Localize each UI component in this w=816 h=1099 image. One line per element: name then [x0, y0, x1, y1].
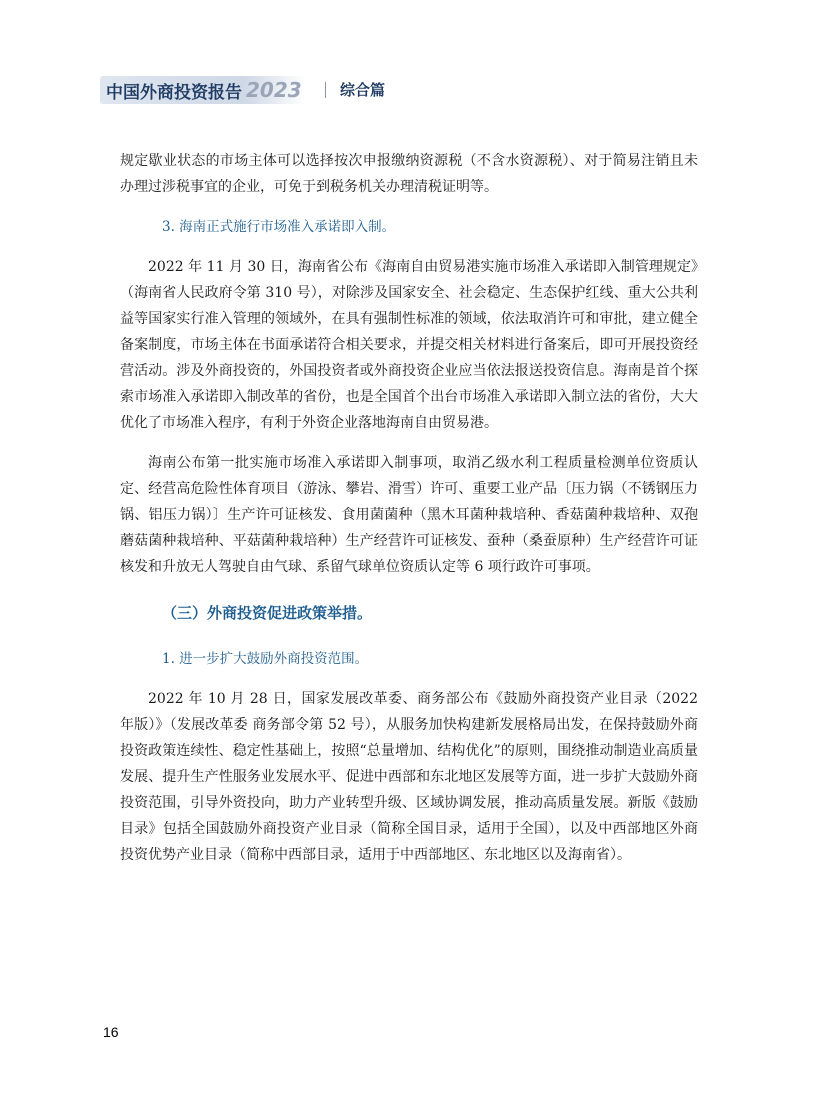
paragraph: 海南公布第一批实施市场准入承诺即入制事项，取消乙级水利工程质量检测单位资质认定、经营高危险性体育项目（游泳、攀岩、滑雪）许可、重要工业产品〔压力锅（不锈钢压力锅、铝压力锅）〕生产许可证核发、食用菌菌种（黑木耳菌种栽培种、香菇菌种栽培种、双孢蘑菇菌种栽培种、平菇菌种栽培种）生产经营许可证核发、蚕种（桑蚕原种）生产经营许可证核发和升放无人驾驶自由气球、系留气球单位资质认定等 6 项行政许可事项。 [120, 455, 698, 575]
section-heading: （三）外商投资促进政策举措。 [162, 604, 373, 622]
body-text [120, 148, 698, 868]
subheading-encourage: 1. 进一步扩大鼓励外商投资范围。 [162, 651, 369, 667]
header-divider [325, 82, 326, 98]
report-title: 中国外商投资报告 [106, 82, 242, 103]
running-header [100, 76, 720, 106]
page-number: 16 [103, 1024, 119, 1040]
report-title-banner [100, 76, 306, 104]
paragraph: 2022 年 11 月 30 日，海南省公布《海南自由贸易港实施市场准入承诺即入制管理规定》（海南省人民政府令第 310 号），对除涉及国家安全、社会稳定、生态保护红线、重大公共利益等国家实行准入管理的领域外，在具有强制性标准的领域，依法取消许可和审批，建立健全备案制度，市场主体在书面承诺符合相关要求，并提交相关材料进行备案后，即可开展投资经营活动。涉及外商投资的，外国投资者或外商投资企业应当依法报送投资信息。海南是首个探索市场准入承诺即入制改革的省份，也是全国首个出台市场准入承诺即入制立法的省份，大大优化了市场准入程序，有利于外资企业落地海南自由贸易港。 [120, 259, 698, 431]
paragraph: 规定歇业状态的市场主体可以选择按次申报缴纳资源税（不含水资源税）、对于简易注销且未办理过涉税事宜的企业，可免于到税务机关办理清税证明等。 [120, 153, 698, 195]
report-year: 2023 [246, 78, 302, 102]
paragraph: 2022 年 10 月 28 日，国家发展改革委、商务部公布《鼓励外商投资产业目录（2022 年版）》（发展改革委 商务部令第 52 号），从服务加快构建新发展格局出发，在保持鼓励外商投资政策连续性、稳定性基础上，按照“总量增加、结构优化”的原则，围绕推动制造业高质量发展、提升生产性服务业发展水平、促进中西部和东北地区发展等方面，进一步扩大鼓励外商投资范围，引导外资投向，助力产业转型升级、区域协调发展，推动高质量发展。新版《鼓励目录》包括全国鼓励外商投资产业目录（简称全国目录，适用于全国），以及中西部地区外商投资优势产业目录（简称中西部目录，适用于中西部地区、东北地区以及海南省）。 [120, 691, 698, 863]
section-name: 综合篇 [340, 81, 386, 99]
subheading-hainan: 3. 海南正式施行市场准入承诺即入制。 [162, 219, 396, 235]
